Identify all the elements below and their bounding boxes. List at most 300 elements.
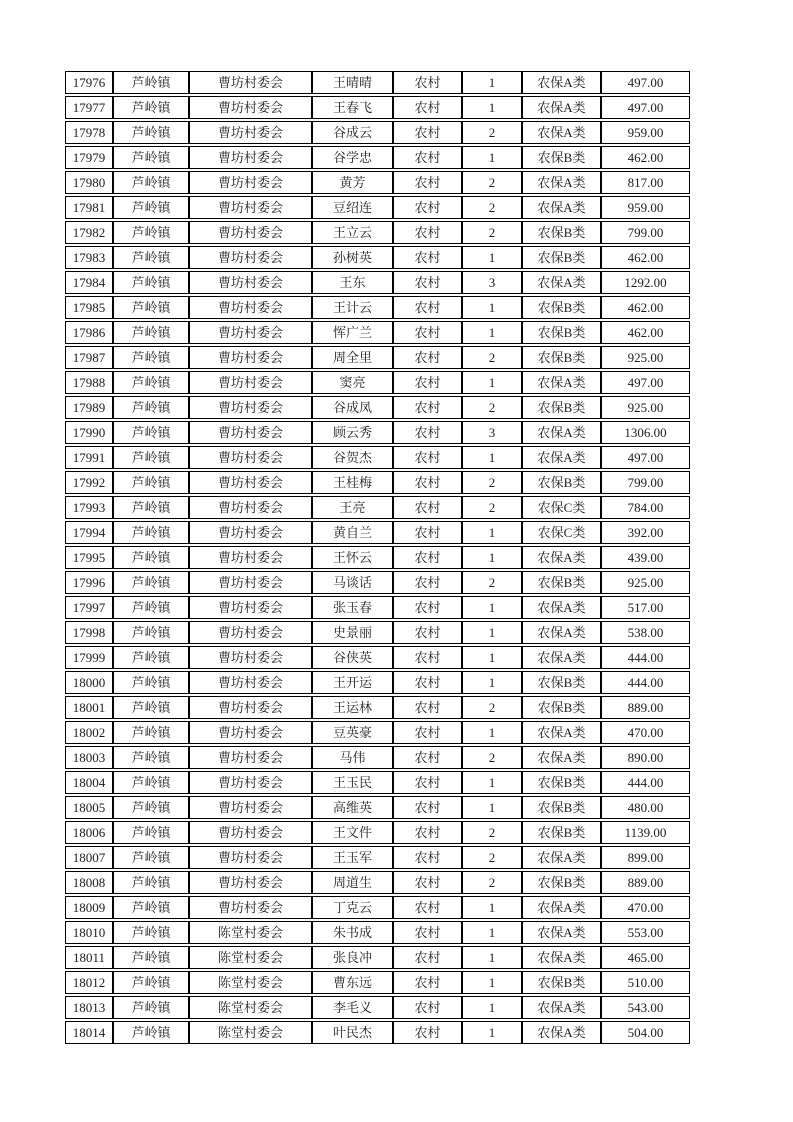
cell-amount: 553.00 bbox=[601, 921, 690, 944]
cell-count: 1 bbox=[462, 796, 522, 819]
table-row bbox=[65, 196, 690, 219]
cell-village: 陈堂村委会 bbox=[189, 971, 312, 994]
cell-village: 曹坊村委会 bbox=[189, 96, 312, 119]
cell-name: 王开运 bbox=[312, 671, 393, 694]
cell-category: 农村 bbox=[393, 996, 462, 1019]
cell-amount: 1292.00 bbox=[601, 271, 690, 294]
table-row bbox=[65, 896, 690, 919]
cell-category: 农村 bbox=[393, 721, 462, 744]
cell-count: 2 bbox=[462, 196, 522, 219]
cell-amount: 538.00 bbox=[601, 621, 690, 644]
cell-serial: 17997 bbox=[65, 596, 113, 619]
cell-insurance-type: 农保A类 bbox=[522, 921, 601, 944]
cell-count: 1 bbox=[462, 1021, 522, 1044]
cell-insurance-type: 农保A类 bbox=[522, 421, 601, 444]
cell-town: 芦岭镇 bbox=[113, 271, 189, 294]
cell-town: 芦岭镇 bbox=[113, 546, 189, 569]
cell-town: 芦岭镇 bbox=[113, 521, 189, 544]
cell-amount: 462.00 bbox=[601, 246, 690, 269]
cell-serial: 17980 bbox=[65, 171, 113, 194]
cell-name: 顾云秀 bbox=[312, 421, 393, 444]
cell-category: 农村 bbox=[393, 821, 462, 844]
cell-serial: 18004 bbox=[65, 771, 113, 794]
cell-village: 曹坊村委会 bbox=[189, 846, 312, 869]
cell-amount: 444.00 bbox=[601, 771, 690, 794]
cell-name: 王玉民 bbox=[312, 771, 393, 794]
cell-town: 芦岭镇 bbox=[113, 846, 189, 869]
cell-serial: 17992 bbox=[65, 471, 113, 494]
cell-amount: 497.00 bbox=[601, 96, 690, 119]
cell-category: 农村 bbox=[393, 246, 462, 269]
cell-serial: 17978 bbox=[65, 121, 113, 144]
cell-insurance-type: 农保A类 bbox=[522, 996, 601, 1019]
cell-insurance-type: 农保A类 bbox=[522, 196, 601, 219]
table-row bbox=[65, 346, 690, 369]
cell-town: 芦岭镇 bbox=[113, 771, 189, 794]
cell-serial: 17989 bbox=[65, 396, 113, 419]
cell-name: 豆英豪 bbox=[312, 721, 393, 744]
cell-town: 芦岭镇 bbox=[113, 571, 189, 594]
cell-name: 谷学忠 bbox=[312, 146, 393, 169]
cell-insurance-type: 农保A类 bbox=[522, 646, 601, 669]
cell-insurance-type: 农保C类 bbox=[522, 496, 601, 519]
table-row bbox=[65, 921, 690, 944]
cell-count: 1 bbox=[462, 246, 522, 269]
cell-village: 曹坊村委会 bbox=[189, 396, 312, 419]
cell-town: 芦岭镇 bbox=[113, 146, 189, 169]
cell-count: 1 bbox=[462, 321, 522, 344]
table-row bbox=[65, 646, 690, 669]
cell-village: 曹坊村委会 bbox=[189, 571, 312, 594]
cell-village: 陈堂村委会 bbox=[189, 946, 312, 969]
cell-village: 曹坊村委会 bbox=[189, 246, 312, 269]
cell-insurance-type: 农保B类 bbox=[522, 221, 601, 244]
cell-insurance-type: 农保B类 bbox=[522, 671, 601, 694]
cell-town: 芦岭镇 bbox=[113, 121, 189, 144]
cell-name: 王文件 bbox=[312, 821, 393, 844]
cell-category: 农村 bbox=[393, 796, 462, 819]
cell-amount: 784.00 bbox=[601, 496, 690, 519]
table-row bbox=[65, 246, 690, 269]
cell-serial: 18003 bbox=[65, 746, 113, 769]
cell-insurance-type: 农保B类 bbox=[522, 346, 601, 369]
table-row bbox=[65, 621, 690, 644]
cell-serial: 17998 bbox=[65, 621, 113, 644]
cell-category: 农村 bbox=[393, 171, 462, 194]
cell-insurance-type: 农保B类 bbox=[522, 571, 601, 594]
cell-insurance-type: 农保A类 bbox=[522, 271, 601, 294]
cell-serial: 17990 bbox=[65, 421, 113, 444]
cell-category: 农村 bbox=[393, 296, 462, 319]
pension-table-body bbox=[65, 71, 690, 1044]
cell-count: 2 bbox=[462, 821, 522, 844]
cell-name: 恽广兰 bbox=[312, 321, 393, 344]
cell-name: 孙树英 bbox=[312, 246, 393, 269]
cell-town: 芦岭镇 bbox=[113, 721, 189, 744]
cell-category: 农村 bbox=[393, 496, 462, 519]
cell-count: 1 bbox=[462, 371, 522, 394]
cell-insurance-type: 农保B类 bbox=[522, 871, 601, 894]
cell-category: 农村 bbox=[393, 896, 462, 919]
cell-serial: 18006 bbox=[65, 821, 113, 844]
cell-village: 曹坊村委会 bbox=[189, 421, 312, 444]
cell-insurance-type: 农保A类 bbox=[522, 946, 601, 969]
cell-village: 曹坊村委会 bbox=[189, 721, 312, 744]
cell-serial: 17999 bbox=[65, 646, 113, 669]
cell-count: 1 bbox=[462, 596, 522, 619]
cell-amount: 497.00 bbox=[601, 71, 690, 94]
cell-serial: 17976 bbox=[65, 71, 113, 94]
table-row bbox=[65, 321, 690, 344]
cell-town: 芦岭镇 bbox=[113, 346, 189, 369]
cell-village: 曹坊村委会 bbox=[189, 896, 312, 919]
cell-amount: 1139.00 bbox=[601, 821, 690, 844]
cell-amount: 444.00 bbox=[601, 671, 690, 694]
cell-count: 1 bbox=[462, 946, 522, 969]
cell-count: 1 bbox=[462, 721, 522, 744]
cell-name: 王怀云 bbox=[312, 546, 393, 569]
cell-amount: 462.00 bbox=[601, 296, 690, 319]
cell-town: 芦岭镇 bbox=[113, 946, 189, 969]
cell-village: 曹坊村委会 bbox=[189, 796, 312, 819]
cell-village: 曹坊村委会 bbox=[189, 746, 312, 769]
cell-count: 1 bbox=[462, 921, 522, 944]
cell-category: 农村 bbox=[393, 71, 462, 94]
cell-category: 农村 bbox=[393, 146, 462, 169]
cell-name: 王桂梅 bbox=[312, 471, 393, 494]
cell-town: 芦岭镇 bbox=[113, 96, 189, 119]
cell-category: 农村 bbox=[393, 421, 462, 444]
cell-amount: 392.00 bbox=[601, 521, 690, 544]
cell-village: 曹坊村委会 bbox=[189, 196, 312, 219]
cell-count: 1 bbox=[462, 646, 522, 669]
cell-amount: 899.00 bbox=[601, 846, 690, 869]
cell-category: 农村 bbox=[393, 221, 462, 244]
table-row bbox=[65, 296, 690, 319]
cell-village: 曹坊村委会 bbox=[189, 496, 312, 519]
cell-serial: 17988 bbox=[65, 371, 113, 394]
cell-category: 农村 bbox=[393, 921, 462, 944]
table-row bbox=[65, 371, 690, 394]
table-row bbox=[65, 171, 690, 194]
cell-insurance-type: 农保B类 bbox=[522, 396, 601, 419]
cell-village: 曹坊村委会 bbox=[189, 121, 312, 144]
cell-village: 曹坊村委会 bbox=[189, 371, 312, 394]
table-row bbox=[65, 121, 690, 144]
cell-town: 芦岭镇 bbox=[113, 921, 189, 944]
cell-count: 1 bbox=[462, 296, 522, 319]
cell-serial: 18005 bbox=[65, 796, 113, 819]
cell-serial: 17986 bbox=[65, 321, 113, 344]
cell-name: 谷侠英 bbox=[312, 646, 393, 669]
cell-village: 曹坊村委会 bbox=[189, 321, 312, 344]
cell-category: 农村 bbox=[393, 771, 462, 794]
cell-amount: 465.00 bbox=[601, 946, 690, 969]
cell-serial: 18012 bbox=[65, 971, 113, 994]
cell-amount: 889.00 bbox=[601, 696, 690, 719]
table-row bbox=[65, 796, 690, 819]
cell-town: 芦岭镇 bbox=[113, 596, 189, 619]
cell-town: 芦岭镇 bbox=[113, 421, 189, 444]
cell-count: 1 bbox=[462, 621, 522, 644]
cell-name: 王玉军 bbox=[312, 846, 393, 869]
cell-category: 农村 bbox=[393, 121, 462, 144]
cell-name: 王亮 bbox=[312, 496, 393, 519]
cell-amount: 497.00 bbox=[601, 446, 690, 469]
cell-insurance-type: 农保A类 bbox=[522, 171, 601, 194]
cell-insurance-type: 农保A类 bbox=[522, 596, 601, 619]
cell-insurance-type: 农保B类 bbox=[522, 321, 601, 344]
cell-amount: 925.00 bbox=[601, 571, 690, 594]
cell-insurance-type: 农保A类 bbox=[522, 371, 601, 394]
cell-amount: 543.00 bbox=[601, 996, 690, 1019]
cell-name: 马伟 bbox=[312, 746, 393, 769]
cell-amount: 504.00 bbox=[601, 1021, 690, 1044]
table-row bbox=[65, 471, 690, 494]
cell-insurance-type: 农保A类 bbox=[522, 96, 601, 119]
cell-amount: 959.00 bbox=[601, 196, 690, 219]
cell-town: 芦岭镇 bbox=[113, 171, 189, 194]
cell-category: 农村 bbox=[393, 471, 462, 494]
cell-category: 农村 bbox=[393, 546, 462, 569]
cell-village: 曹坊村委会 bbox=[189, 871, 312, 894]
cell-town: 芦岭镇 bbox=[113, 221, 189, 244]
cell-town: 芦岭镇 bbox=[113, 971, 189, 994]
cell-serial: 18007 bbox=[65, 846, 113, 869]
cell-category: 农村 bbox=[393, 346, 462, 369]
cell-category: 农村 bbox=[393, 571, 462, 594]
cell-town: 芦岭镇 bbox=[113, 646, 189, 669]
cell-serial: 18009 bbox=[65, 896, 113, 919]
cell-serial: 17993 bbox=[65, 496, 113, 519]
cell-count: 2 bbox=[462, 471, 522, 494]
cell-category: 农村 bbox=[393, 696, 462, 719]
cell-amount: 510.00 bbox=[601, 971, 690, 994]
cell-serial: 17985 bbox=[65, 296, 113, 319]
cell-category: 农村 bbox=[393, 746, 462, 769]
cell-serial: 18014 bbox=[65, 1021, 113, 1044]
cell-name: 豆绍连 bbox=[312, 196, 393, 219]
cell-name: 朱书成 bbox=[312, 921, 393, 944]
cell-count: 3 bbox=[462, 421, 522, 444]
cell-village: 陈堂村委会 bbox=[189, 996, 312, 1019]
cell-serial: 18008 bbox=[65, 871, 113, 894]
cell-serial: 18011 bbox=[65, 946, 113, 969]
cell-name: 谷成云 bbox=[312, 121, 393, 144]
cell-amount: 470.00 bbox=[601, 896, 690, 919]
cell-count: 2 bbox=[462, 746, 522, 769]
cell-serial: 17977 bbox=[65, 96, 113, 119]
table-row bbox=[65, 146, 690, 169]
cell-serial: 18010 bbox=[65, 921, 113, 944]
cell-name: 张玉春 bbox=[312, 596, 393, 619]
cell-amount: 1306.00 bbox=[601, 421, 690, 444]
cell-amount: 462.00 bbox=[601, 146, 690, 169]
cell-insurance-type: 农保A类 bbox=[522, 546, 601, 569]
cell-category: 农村 bbox=[393, 96, 462, 119]
cell-count: 1 bbox=[462, 896, 522, 919]
cell-name: 王东 bbox=[312, 271, 393, 294]
cell-insurance-type: 农保A类 bbox=[522, 71, 601, 94]
cell-name: 曹东远 bbox=[312, 971, 393, 994]
cell-amount: 925.00 bbox=[601, 396, 690, 419]
table-row bbox=[65, 771, 690, 794]
cell-category: 农村 bbox=[393, 671, 462, 694]
cell-serial: 17981 bbox=[65, 196, 113, 219]
table-row bbox=[65, 1021, 690, 1044]
cell-count: 1 bbox=[462, 146, 522, 169]
cell-category: 农村 bbox=[393, 446, 462, 469]
cell-name: 王春飞 bbox=[312, 96, 393, 119]
table-row bbox=[65, 396, 690, 419]
cell-name: 马谈话 bbox=[312, 571, 393, 594]
cell-category: 农村 bbox=[393, 946, 462, 969]
table-row bbox=[65, 996, 690, 1019]
table-row bbox=[65, 446, 690, 469]
cell-village: 曹坊村委会 bbox=[189, 221, 312, 244]
cell-insurance-type: 农保A类 bbox=[522, 1021, 601, 1044]
cell-insurance-type: 农保C类 bbox=[522, 521, 601, 544]
cell-insurance-type: 农保A类 bbox=[522, 746, 601, 769]
cell-serial: 18002 bbox=[65, 721, 113, 744]
cell-town: 芦岭镇 bbox=[113, 396, 189, 419]
cell-count: 2 bbox=[462, 171, 522, 194]
cell-serial: 17991 bbox=[65, 446, 113, 469]
cell-village: 曹坊村委会 bbox=[189, 821, 312, 844]
cell-village: 曹坊村委会 bbox=[189, 471, 312, 494]
cell-town: 芦岭镇 bbox=[113, 496, 189, 519]
cell-serial: 18001 bbox=[65, 696, 113, 719]
cell-name: 高维英 bbox=[312, 796, 393, 819]
cell-category: 农村 bbox=[393, 321, 462, 344]
cell-amount: 444.00 bbox=[601, 646, 690, 669]
table-row bbox=[65, 596, 690, 619]
cell-category: 农村 bbox=[393, 371, 462, 394]
cell-village: 曹坊村委会 bbox=[189, 446, 312, 469]
cell-serial: 17982 bbox=[65, 221, 113, 244]
cell-serial: 17984 bbox=[65, 271, 113, 294]
cell-insurance-type: 农保A类 bbox=[522, 446, 601, 469]
cell-village: 曹坊村委会 bbox=[189, 596, 312, 619]
table-row bbox=[65, 521, 690, 544]
cell-count: 2 bbox=[462, 571, 522, 594]
cell-town: 芦岭镇 bbox=[113, 371, 189, 394]
cell-serial: 17987 bbox=[65, 346, 113, 369]
cell-serial: 17983 bbox=[65, 246, 113, 269]
cell-insurance-type: 农保B类 bbox=[522, 246, 601, 269]
cell-count: 1 bbox=[462, 671, 522, 694]
cell-insurance-type: 农保A类 bbox=[522, 621, 601, 644]
cell-name: 张良冲 bbox=[312, 946, 393, 969]
cell-village: 曹坊村委会 bbox=[189, 671, 312, 694]
cell-category: 农村 bbox=[393, 1021, 462, 1044]
cell-village: 曹坊村委会 bbox=[189, 146, 312, 169]
cell-insurance-type: 农保A类 bbox=[522, 846, 601, 869]
cell-amount: 959.00 bbox=[601, 121, 690, 144]
cell-amount: 799.00 bbox=[601, 221, 690, 244]
cell-count: 2 bbox=[462, 221, 522, 244]
table-row bbox=[65, 946, 690, 969]
cell-insurance-type: 农保B类 bbox=[522, 796, 601, 819]
cell-serial: 17995 bbox=[65, 546, 113, 569]
cell-village: 曹坊村委会 bbox=[189, 521, 312, 544]
cell-name: 王晴晴 bbox=[312, 71, 393, 94]
cell-name: 李毛义 bbox=[312, 996, 393, 1019]
table-row bbox=[65, 546, 690, 569]
cell-name: 黄自兰 bbox=[312, 521, 393, 544]
pension-roster-table bbox=[65, 69, 690, 1046]
cell-count: 1 bbox=[462, 546, 522, 569]
cell-category: 农村 bbox=[393, 271, 462, 294]
cell-town: 芦岭镇 bbox=[113, 746, 189, 769]
table-row bbox=[65, 221, 690, 244]
cell-town: 芦岭镇 bbox=[113, 71, 189, 94]
cell-name: 周全里 bbox=[312, 346, 393, 369]
cell-category: 农村 bbox=[393, 596, 462, 619]
cell-name: 丁克云 bbox=[312, 896, 393, 919]
cell-town: 芦岭镇 bbox=[113, 696, 189, 719]
cell-town: 芦岭镇 bbox=[113, 1021, 189, 1044]
cell-town: 芦岭镇 bbox=[113, 821, 189, 844]
table-row bbox=[65, 746, 690, 769]
cell-serial: 17979 bbox=[65, 146, 113, 169]
cell-town: 芦岭镇 bbox=[113, 671, 189, 694]
cell-village: 曹坊村委会 bbox=[189, 346, 312, 369]
cell-serial: 18013 bbox=[65, 996, 113, 1019]
cell-count: 2 bbox=[462, 396, 522, 419]
table-row bbox=[65, 421, 690, 444]
cell-count: 1 bbox=[462, 71, 522, 94]
cell-insurance-type: 农保B类 bbox=[522, 296, 601, 319]
cell-name: 王计云 bbox=[312, 296, 393, 319]
cell-village: 曹坊村委会 bbox=[189, 696, 312, 719]
table-row bbox=[65, 846, 690, 869]
table-row bbox=[65, 71, 690, 94]
cell-town: 芦岭镇 bbox=[113, 246, 189, 269]
cell-amount: 890.00 bbox=[601, 746, 690, 769]
cell-town: 芦岭镇 bbox=[113, 621, 189, 644]
cell-count: 2 bbox=[462, 346, 522, 369]
cell-town: 芦岭镇 bbox=[113, 196, 189, 219]
cell-insurance-type: 农保A类 bbox=[522, 721, 601, 744]
cell-village: 曹坊村委会 bbox=[189, 296, 312, 319]
cell-insurance-type: 农保A类 bbox=[522, 896, 601, 919]
cell-insurance-type: 农保B类 bbox=[522, 771, 601, 794]
table-row bbox=[65, 96, 690, 119]
cell-category: 农村 bbox=[393, 871, 462, 894]
cell-count: 2 bbox=[462, 696, 522, 719]
cell-name: 窦亮 bbox=[312, 371, 393, 394]
cell-category: 农村 bbox=[393, 621, 462, 644]
cell-category: 农村 bbox=[393, 521, 462, 544]
cell-category: 农村 bbox=[393, 396, 462, 419]
cell-count: 1 bbox=[462, 96, 522, 119]
cell-town: 芦岭镇 bbox=[113, 321, 189, 344]
cell-name: 叶民杰 bbox=[312, 1021, 393, 1044]
cell-town: 芦岭镇 bbox=[113, 896, 189, 919]
cell-amount: 439.00 bbox=[601, 546, 690, 569]
table-row bbox=[65, 571, 690, 594]
cell-insurance-type: 农保B类 bbox=[522, 696, 601, 719]
cell-amount: 925.00 bbox=[601, 346, 690, 369]
cell-category: 农村 bbox=[393, 646, 462, 669]
cell-amount: 517.00 bbox=[601, 596, 690, 619]
table-row bbox=[65, 821, 690, 844]
cell-count: 1 bbox=[462, 446, 522, 469]
table-row bbox=[65, 271, 690, 294]
cell-name: 谷成凤 bbox=[312, 396, 393, 419]
cell-count: 3 bbox=[462, 271, 522, 294]
